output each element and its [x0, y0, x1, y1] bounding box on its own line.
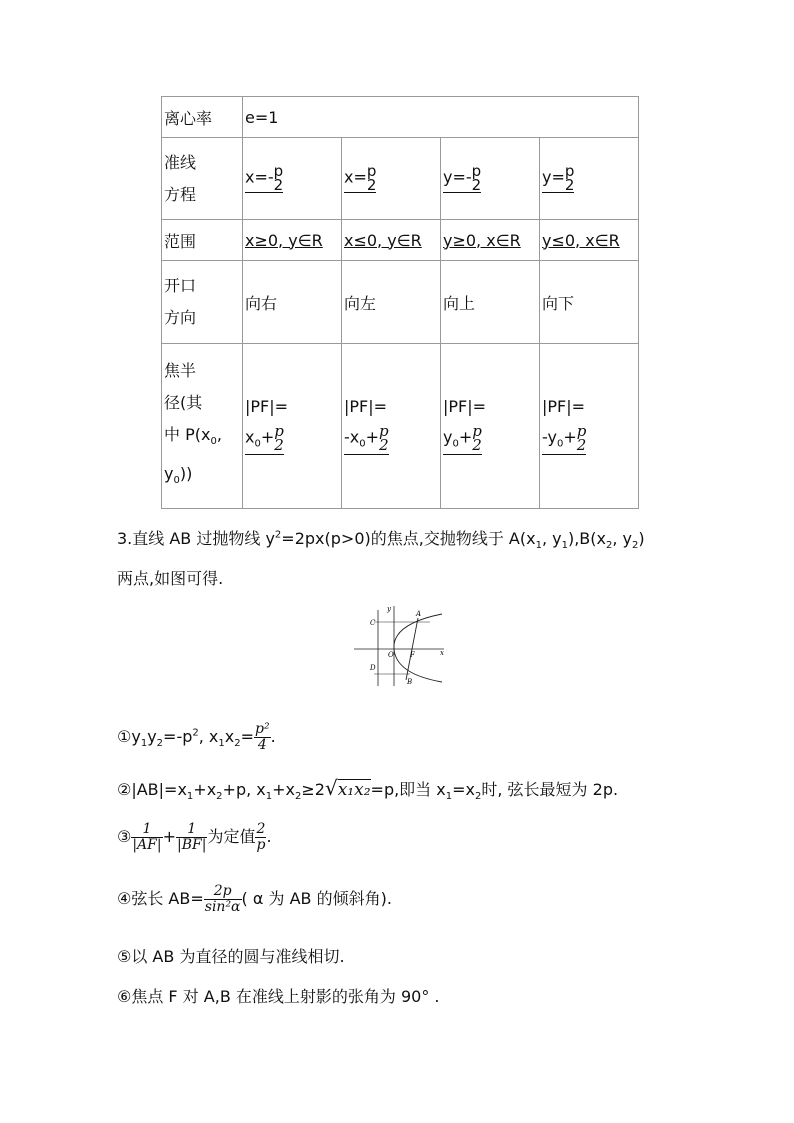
- opening-cell: 向上: [441, 261, 540, 344]
- range-cell: x≥0, y∈R: [243, 220, 342, 261]
- range-cell: x≤0, y∈R: [342, 220, 441, 261]
- focal-radius-cell: |PF|= $-y_0+$ p 2: [540, 344, 639, 509]
- parabola-properties-table: [161, 96, 639, 509]
- eccentricity-value: e=1: [243, 97, 639, 138]
- label-d: D: [370, 664, 376, 672]
- property-3: ③ $\frac{1}{|AF|}$ + $\frac{1}{|BF|}$ 为定值 $\frac{2}{p}$ .: [117, 821, 272, 853]
- property-6: ⑥焦点 F 对 A,B 在准线上射影的张角为 90° .: [117, 987, 440, 1006]
- focal-radius-cell: |PF|= $x_0+$ p 2: [243, 344, 342, 509]
- label-o: O: [388, 651, 394, 659]
- paragraph-3-line-1: 3.直线 AB 过抛物线 $y^2=2px(p>0)$的焦点,交抛物线于 $A(x_1$, $y_1),B(x_2$, $y_2$): [117, 529, 645, 552]
- property-1: $①y_1y_2=-p^2$, $x_1x_2=$ $\frac{\text{p²}}{4}$ .: [117, 721, 276, 753]
- label-c: C: [370, 619, 376, 627]
- label-y: y: [387, 605, 391, 613]
- directrix-label: 准线 方程: [162, 138, 243, 220]
- opening-cell: 向右: [243, 261, 342, 344]
- table-row: [162, 344, 639, 509]
- property-2: $②|AB|=x_1+x_2+p$, $x_1+x_2\ge 2√x_1x_2=p$,即当 $x_1=x_2$时, 弦长最短为 2p.: [117, 776, 619, 803]
- opening-cell: 向下: [540, 261, 639, 344]
- focal-radius-cell: |PF|= $-x_0+$ p 2: [342, 344, 441, 509]
- directrix-cell: x=- p 2: [243, 138, 342, 220]
- focal-radius-label: 焦半 径(其 中 $P(x_0$, $y_0$)): [162, 344, 243, 509]
- range-cell: y≤0, x∈R: [540, 220, 639, 261]
- property-4: ④弦长 AB= $\frac{2p}{\text{sin²α}}$ ( α 为 AB 的倾斜角).: [117, 883, 392, 915]
- property-5: ⑤以 AB 为直径的圆与准线相切.: [117, 947, 345, 966]
- table-row: [162, 220, 639, 261]
- opening-cell: 向左: [342, 261, 441, 344]
- range-cell: y≥0, x∈R: [441, 220, 540, 261]
- label-a: A: [416, 610, 422, 618]
- opening-label: 开口 方向: [162, 261, 243, 344]
- range-label: 范围: [162, 220, 243, 261]
- label-f: F: [410, 651, 415, 659]
- table-row: [162, 261, 639, 344]
- table-row: [162, 97, 639, 138]
- directrix-cell: y= p 2: [540, 138, 639, 220]
- parabola-focal-chord-figure: [352, 602, 448, 688]
- label-b: B: [407, 678, 413, 686]
- directrix-cell: x= p 2: [342, 138, 441, 220]
- table-row: [162, 138, 639, 220]
- directrix-cell: y=- p 2: [441, 138, 540, 220]
- focal-radius-cell: |PF|= $y_0+$ p 2: [441, 344, 540, 509]
- eccentricity-label: 离心率: [162, 97, 243, 138]
- parabola-curve: [394, 614, 442, 682]
- paragraph-3-line-2: 两点,如图可得.: [117, 569, 224, 588]
- label-x: x: [440, 649, 444, 657]
